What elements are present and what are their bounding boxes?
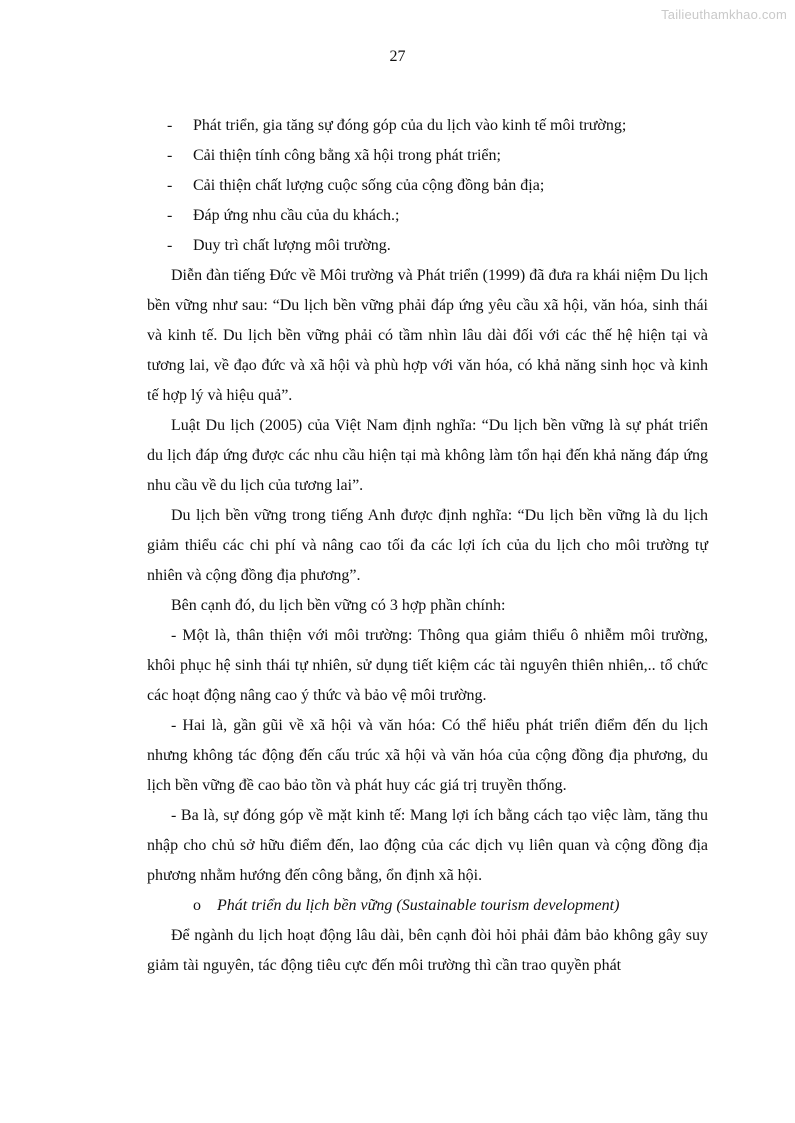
bullet-marker: -	[167, 207, 173, 224]
section-subheading	[147, 891, 708, 921]
list-item-text: Duy trì chất lượng môi trường.	[193, 237, 391, 254]
subheading-text: Phát triển du lịch bền vững (Sustainable tourism development)	[217, 897, 620, 914]
paragraph: Để ngành du lịch hoạt động lâu dài, bên cạnh đòi hỏi phải đảm bảo không gây suy giảm tài nguyên, tác động tiêu cực đến môi trường thì cần trao quyền phát	[147, 927, 708, 974]
bullet-marker: -	[167, 147, 173, 164]
paragraph: Du lịch bền vững trong tiếng Anh được định nghĩa: “Du lịch bền vững là du lịch giảm thiểu các chi phí và nâng cao tối đa các lợi ích của du lịch cho môi trường tự nhiên và cộng đồng địa phương”.	[147, 507, 708, 584]
list-item-text: Đáp ứng nhu cầu của du khách.;	[193, 207, 400, 224]
page-number: 27	[389, 48, 406, 65]
paragraph: Bên cạnh đó, du lịch bền vững có 3 hợp phần chính:	[171, 597, 506, 614]
bullet-marker: -	[167, 177, 173, 194]
paragraph: Luật Du lịch (2005) của Việt Nam định nghĩa: “Du lịch bền vững là sự phát triển du lịch đáp ứng được các nhu cầu hiện tại mà không làm tổn hại đến khả năng đáp ứng nhu cầu về du lịch của tương lai”.	[147, 417, 708, 494]
bullet-marker: -	[167, 237, 173, 254]
list-item-text: Phát triển, gia tăng sự đóng góp của du lịch vào kinh tế môi trường;	[193, 117, 627, 134]
list-item	[147, 231, 708, 261]
paragraph: - Hai là, gần gũi về xã hội và văn hóa: Có thể hiểu phát triển điểm đến du lịch nhưng không tác động đến cấu trúc xã hội và văn hóa của cộng đồng địa phương, du lịch bền vững đề cao bảo tồn và phát huy các giá trị truyền thống.	[147, 717, 708, 794]
paragraph: Diễn đàn tiếng Đức về Môi trường và Phát triển (1999) đã đưa ra khái niệm Du lịch bền vững như sau: “Du lịch bền vững phải đáp ứng yêu cầu xã hội, văn hóa, sinh thái và kinh tế. Du lịch bền vững phải có tầm nhìn lâu dài đối với các thế hệ hiện tại và tương lai, về đạo đức và xã hội và phù hợp với văn hóa, có khả năng sinh học và kinh tế hợp lý và hiệu quả”.	[147, 267, 708, 404]
list-item	[147, 111, 708, 141]
paragraph: - Ba là, sự đóng góp về mặt kinh tế: Mang lợi ích bằng cách tạo việc làm, tăng thu nhập cho chủ sở hữu điểm đến, lao động của các dịch vụ liên quan và cộng đồng địa phương nhằm hướng đến công bằng, ổn định xã hội.	[147, 807, 708, 884]
paragraph: - Một là, thân thiện với môi trường: Thông qua giảm thiểu ô nhiễm môi trường, khôi phục hệ sinh thái tự nhiên, sử dụng tiết kiệm các tài nguyên thiên nhiên,.. tổ chức các hoạt động nâng cao ý thức và bảo vệ môi trường.	[147, 627, 708, 704]
list-item	[147, 171, 708, 201]
list-item	[147, 141, 708, 171]
document-body	[147, 111, 708, 981]
bullet-list	[147, 111, 708, 261]
list-item	[147, 201, 708, 231]
list-item-text: Cải thiện tính công bằng xã hội trong phát triển;	[193, 147, 501, 164]
list-item-text: Cải thiện chất lượng cuộc sống của cộng đồng bản địa;	[193, 177, 545, 194]
bullet-marker: -	[167, 117, 173, 134]
circle-bullet-marker: o	[193, 897, 201, 914]
watermark: Tailieuthamkhao.com	[661, 7, 787, 22]
